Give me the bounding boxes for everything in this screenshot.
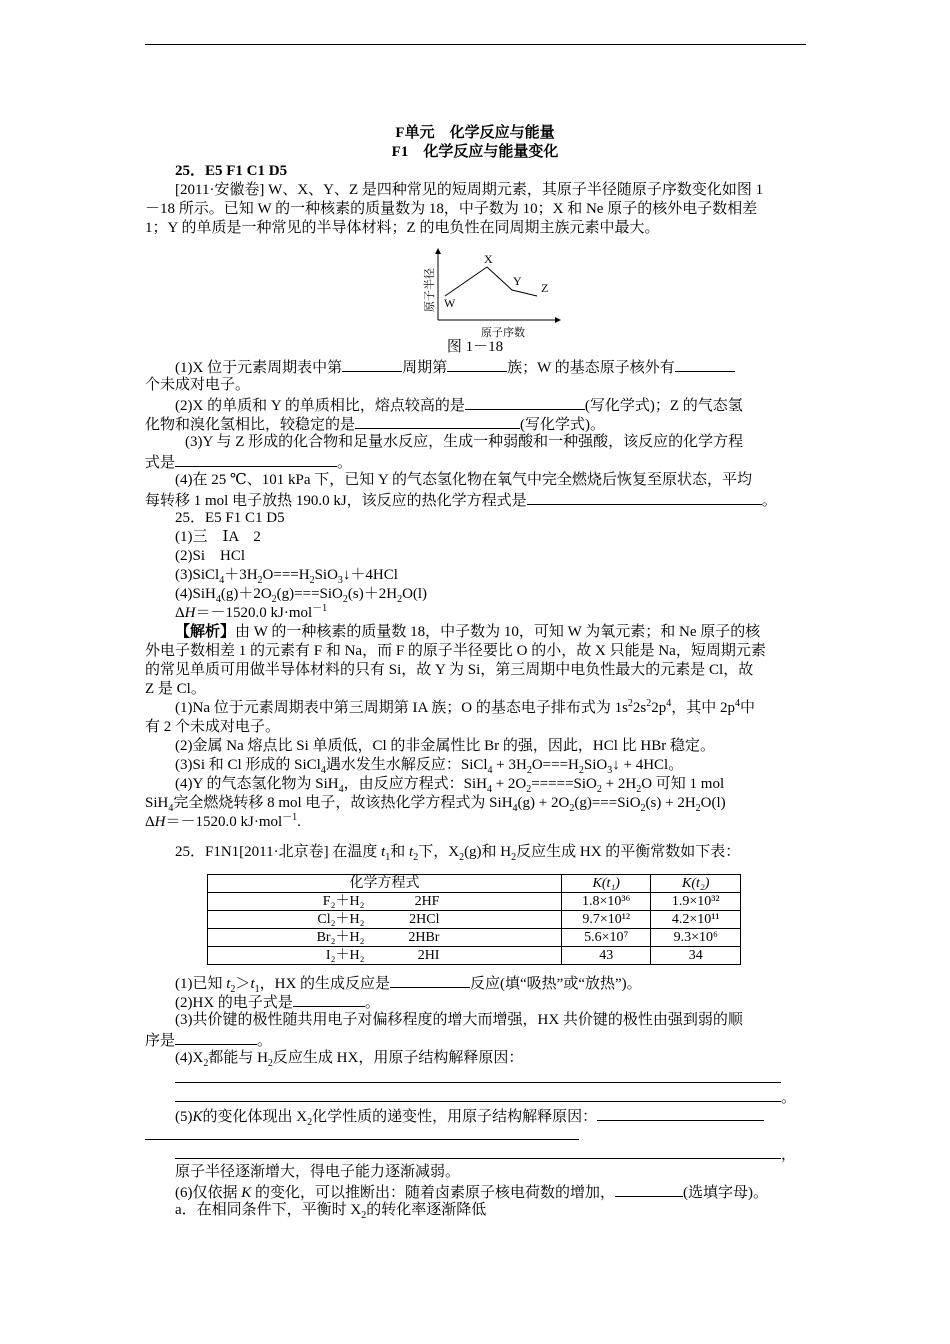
table-cell: 43 xyxy=(561,947,651,965)
y-axis-label: 原子半径 xyxy=(424,268,436,312)
answer-tag: 25．E5 F1 C1 D5 xyxy=(175,510,285,526)
answer-blank[interactable] xyxy=(527,490,762,505)
table-cell: Cl₂＋H₂ 2HCl xyxy=(208,911,562,929)
sub-question-4: (4)在 25 ℃、101 kPa 下，已知 Y 的气态氢化物在氧气中完全燃烧后恢复至原状态，平均 xyxy=(175,472,753,488)
answer-line: (2)Si HCl xyxy=(175,548,246,564)
table-cell: F₂＋H₂ 2HF xyxy=(208,893,562,911)
sub-question-4-cont: 每转移 1 mol 电子放热 190.0 kJ，该反应的热化学方程式是 。 xyxy=(145,490,777,511)
explanation-line: 外电子数相差 1 的元素有 F 和 Na，而 F 的原子半径要比 O 的小，故 X 只能是 Na，短周期元素 xyxy=(145,643,766,659)
table-row xyxy=(208,947,741,965)
table-cell: 34 xyxy=(651,947,741,965)
q2-sub-6: (6)仅依据 K 的变化，可以推断出：随着卤素原子核电荷数的增加， (选填字母)。 xyxy=(175,1182,768,1203)
unit-title: F单元 化学反应与能量 xyxy=(395,125,555,141)
answer-blank[interactable] xyxy=(342,357,402,372)
sub-question-1: (1)X 位于元素周期表中第 周期第 族；W 的基态原子核外有 xyxy=(175,357,735,378)
question-stem-line: －18 所示。已知 W 的一种核素的质量数为 18，中子数为 10；X 和 Ne 原子的核外电子数相差 xyxy=(145,201,758,217)
table-header-row xyxy=(208,875,741,893)
explanation-line: 有 2 个未成对电子。 xyxy=(145,719,281,735)
answer-blank[interactable] xyxy=(175,1030,257,1045)
explanation-label: 【解析】 xyxy=(175,624,236,640)
q2-sub-4: $(4)X_2$都能与 $H_2$反应生成 HX，用原子结构解释原因： xyxy=(175,1050,524,1069)
table-cell: 1.9×10³² xyxy=(651,893,741,911)
table-cell: 9.7×10¹² xyxy=(561,911,651,929)
equilibrium-table xyxy=(207,874,741,965)
answer-blank[interactable] xyxy=(390,973,470,988)
answer-line: $(4)SiH_4(g)+2O_2(g)===SiO_2(s)+2H_2O(l)$ xyxy=(175,586,428,605)
q2-sub-2: (2)HX 的电子式是 。 xyxy=(175,992,380,1013)
table-cell: I₂＋H₂ 2HI xyxy=(208,947,562,965)
table-header: K(t₂) xyxy=(651,875,741,893)
sub-question-2: (2)X 的单质和 Y 的单质相比，熔点较高的是 (写化学式)；Z 的气态氢 xyxy=(175,395,743,416)
explanation-line: ΔH＝－1520.0 kJ·mol$^{-1}$. xyxy=(145,812,301,830)
answer-blank[interactable] xyxy=(355,414,520,429)
answer-line: $(3)SiCl_4+3H_2O===H_2SiO_3↓+4HCl$ xyxy=(175,567,398,586)
q2-sub-5: (5)K的变化体现出 $X_2$化学性质的递变性，用原子结构解释原因： xyxy=(175,1106,764,1127)
table-cell: 1.8×10³⁶ xyxy=(561,893,651,911)
q2-sub-3-cont: 序是 。 xyxy=(145,1030,272,1051)
point-label-w: W xyxy=(444,296,456,310)
sub-question-3-cont: 式是 。 xyxy=(145,452,352,473)
explanation-line: Z 是 Cl。 xyxy=(145,681,206,697)
table-cell: 5.6×10⁷ xyxy=(561,929,651,947)
table-header: K(t₁) xyxy=(561,875,651,893)
sub-question-1-cont: 个未成对电子。 xyxy=(145,377,251,393)
figure-caption: 图 1－18 xyxy=(446,339,504,355)
section-title: F1 化学反应与能量变化 xyxy=(391,144,559,160)
point-label-z: Z xyxy=(541,281,549,295)
x-axis-label: 原子序数 xyxy=(481,327,525,339)
point-label-y: Y xyxy=(513,274,522,288)
question-stem-line: [2011·安徽卷] W、X、Y、Z 是四种常见的短周期元素，其原子半径随原子序数变化如图 1 xyxy=(175,182,764,198)
explanation-line: (2)金属 Na 熔点比 Si 单质低，Cl 的非金属性比 Br 的强，因此，HCl 比 HBr 稳定。 xyxy=(175,738,716,754)
answer-blank[interactable] xyxy=(465,395,585,410)
point-label-x: X xyxy=(484,252,493,266)
answer-line-blank[interactable]: ， xyxy=(175,1144,796,1165)
table-row xyxy=(208,911,741,929)
q2-sub-3: (3)共价键的极性随共用电子对偏移程度的增大而增强，HX 共价键的极性由强到弱的顺 xyxy=(175,1012,743,1028)
question-2-intro: 25．F1N1[2011·北京卷] 在温度 $t_1$和 $t_2$下，$X_2(g)$和 $H_2$反应生成 HX 的平衡常数如下表： xyxy=(175,844,741,863)
table-cell: 9.3×10⁶ xyxy=(651,929,741,947)
explanation-line: (1)Na 位于元素周期表中第三周期第 IA 族；O 的基态电子排布式为 $1s^22s^22p^4$，其中 $2p^4$中 xyxy=(175,698,756,716)
sub-question-2-cont: 化物和溴化氢相比，较稳定的是 (写化学式)。 xyxy=(145,414,605,435)
q2-sub-5-answer: 原子半径逐渐增大，得电子能力逐渐减弱。 xyxy=(175,1164,461,1180)
table-header: 化学方程式 xyxy=(208,875,562,893)
answer-blank[interactable] xyxy=(615,1182,683,1197)
answer-blank[interactable] xyxy=(175,452,337,467)
question-stem-line: 1；Y 的单质是一种常见的半导体材料；Z 的电负性在同周期主族元素中最大。 xyxy=(145,220,660,236)
sub-question-3: (3)Y 与 Z 形成的化合物和足量水反应，生成一种弱酸和一种强酸，该反应的化学方程 xyxy=(185,434,744,450)
table-row xyxy=(208,929,741,947)
radius-figure xyxy=(415,246,565,340)
table-cell: 4.2×10¹¹ xyxy=(651,911,741,929)
explanation-line: 【解析】由 W 的一种核素的质量数 18，中子数为 10，可知 W 为氧元素；和 Ne 原子的核 xyxy=(175,624,761,640)
answer-blank[interactable] xyxy=(293,992,365,1007)
explanation-line: (4)Y 的气态氢化物为 SiH$_4$，由反应方程式：$SiH_4 + 2O_2=====SiO_2 + 2H_2O$ 可知 1 mol xyxy=(175,776,725,795)
answer-line-blank[interactable]: 。 xyxy=(175,1087,796,1108)
header-rule xyxy=(145,44,806,45)
q2-option-a: a．在相同条件下，平衡时 $X_2$的转化率逐渐降低 xyxy=(175,1202,487,1221)
table-row xyxy=(208,893,741,911)
explanation-line: (3)Si 和 Cl 形成的 SiCl$_4$遇水发生水解反应：SiCl$_4$ + $3H_2O===H_2SiO_3↓ + 4HCl$。 xyxy=(175,757,684,776)
explanation-line: 的常见单质可用做半导体材料的只有 Si，故 Y 为 Si，第三周期中电负性最大的元素是 Cl，故 xyxy=(145,662,754,678)
answer-line-blank[interactable] xyxy=(175,1068,781,1089)
answer-blank[interactable] xyxy=(597,1106,764,1121)
answer-line: (1)三 ⅠA 2 xyxy=(175,529,261,545)
q2-sub-1: (1)已知 $t_2>t_1$，HX 的生成反应是 反应(填“吸热”或“放热”)。 xyxy=(175,973,642,994)
answer-blank[interactable] xyxy=(675,357,735,372)
explanation-line: SiH$_4$完全燃烧转移 8 mol 电子，故该热化学方程式为 $SiH_4(g) + 2O_2(g)===SiO_2(s) + 2H_2O(l)$ xyxy=(145,795,726,814)
answer-blank[interactable] xyxy=(447,357,507,372)
answer-line: ΔH＝－1520.0 kJ·mol$^{-1}$ xyxy=(175,603,328,621)
table-cell: Br₂＋H₂ 2HBr xyxy=(208,929,562,947)
answer-line-blank[interactable] xyxy=(145,1125,579,1146)
question-tag: 25．E5 F1 C1 D5 xyxy=(175,163,288,179)
